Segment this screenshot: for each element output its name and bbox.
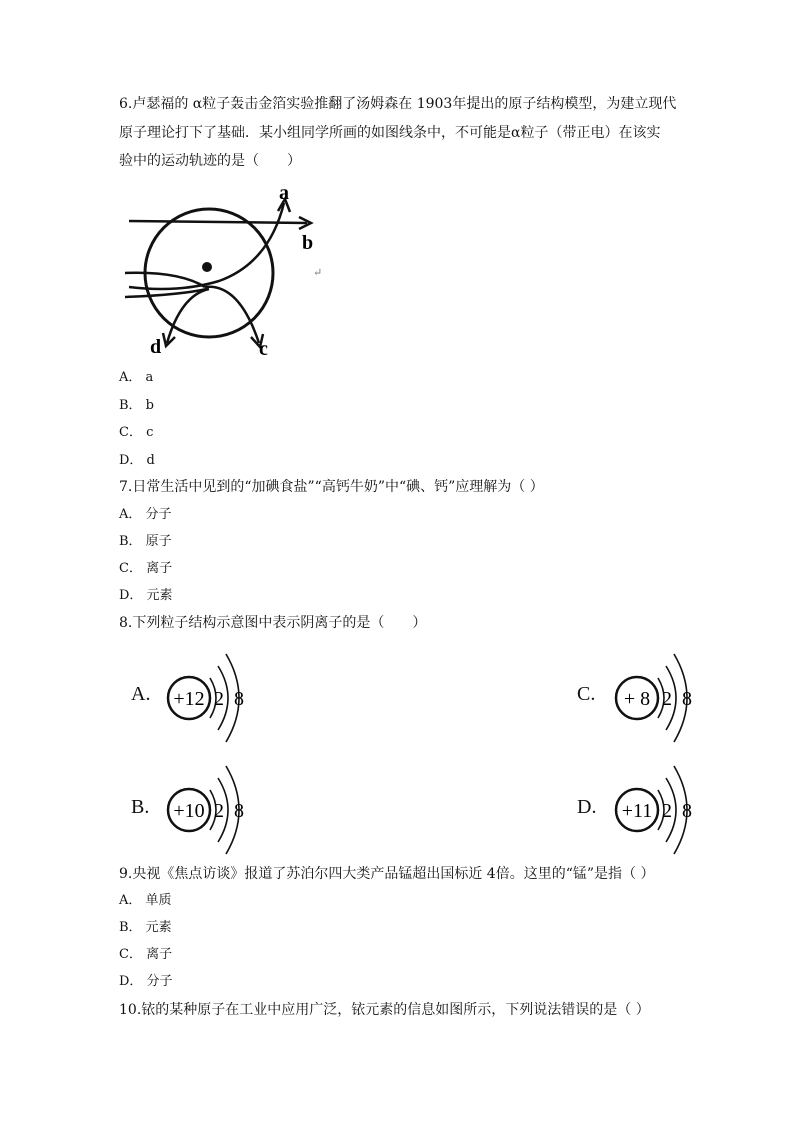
label-b: b xyxy=(302,232,314,254)
q7-option-a[interactable]: A． 分子 xyxy=(119,507,172,522)
q7-option-b[interactable]: B． 原子 xyxy=(119,534,172,549)
svg-text:2: 2 xyxy=(662,800,672,822)
q6-stem-line1: 6.卢瑟福的 α粒子轰击金箔实验推翻了汤姆森在 1903年提出的原子结构模型，为建立现代 xyxy=(119,96,677,112)
q9-option-b[interactable]: B． 元素 xyxy=(119,920,172,935)
svg-text:2: 2 xyxy=(662,688,672,710)
q8-stem: 8.下列粒子结构示意图中表示阴离子的是（ ） xyxy=(119,615,427,631)
svg-text:+11: +11 xyxy=(621,800,653,822)
q6-option-b[interactable]: B． b xyxy=(119,398,155,413)
alpha-scattering-figure xyxy=(119,183,329,358)
label-a: a xyxy=(279,183,289,204)
svg-text:8: 8 xyxy=(682,688,692,710)
svg-text:+ 8: + 8 xyxy=(623,688,651,710)
label-d: d xyxy=(150,336,162,358)
trajectory-b xyxy=(129,221,307,223)
q8-option-b-label[interactable]: B. xyxy=(131,796,150,818)
svg-text:2: 2 xyxy=(214,688,224,710)
q8-option-c-label[interactable]: C. xyxy=(577,683,596,705)
q7-stem: 7.日常生活中见到的“加碘食盐”“高钙牛奶”中“碘、钙”应理解为（ ） xyxy=(119,479,544,495)
svg-text:+10: +10 xyxy=(173,800,205,822)
return-mark: ↵ xyxy=(313,266,323,279)
q8-diagram-b[interactable] xyxy=(166,758,266,858)
q8-diagram-d[interactable] xyxy=(614,758,714,858)
q9-stem: 9.央视《焦点访谈》报道了苏泊尔四大类产品锰超出国标近 4倍。这里的“锰”是指（ ） xyxy=(119,866,655,882)
svg-text:2: 2 xyxy=(214,800,224,822)
q9-option-c[interactable]: C． 离子 xyxy=(119,947,173,962)
svg-text:8: 8 xyxy=(234,688,244,710)
q8-diagram-c[interactable] xyxy=(614,646,714,746)
q8-option-d-label[interactable]: D. xyxy=(577,796,597,818)
q6-option-d[interactable]: D． d xyxy=(119,453,155,468)
svg-text:8: 8 xyxy=(682,800,692,822)
svg-text:8: 8 xyxy=(234,800,244,822)
atom-circle xyxy=(145,209,273,337)
q7-option-c[interactable]: C． 离子 xyxy=(119,561,173,576)
q6-stem-line3: 验中的运动轨迹的是（ ） xyxy=(119,153,301,169)
q9-option-d[interactable]: D． 分子 xyxy=(119,974,173,989)
q6-option-c[interactable]: C． c xyxy=(119,425,154,440)
nucleus-dot xyxy=(202,262,212,272)
q8-diagram-a[interactable] xyxy=(166,646,266,746)
trajectory-c xyxy=(205,287,259,343)
label-c: c xyxy=(259,338,268,358)
q10-stem: 10.铱的某种原子在工业中应用广泛，铱元素的信息如图所示，下列说法错误的是（ ） xyxy=(119,1002,650,1018)
q6-option-a[interactable]: A． a xyxy=(119,370,154,385)
svg-text:+12: +12 xyxy=(173,688,205,710)
q9-option-a[interactable]: A． 单质 xyxy=(119,893,172,908)
q8-option-a-label[interactable]: A. xyxy=(131,683,151,705)
q6-stem-line2: 原子理论打下了基础．某小组同学所画的如图线条中，不可能是α粒子（带正电）在该实 xyxy=(119,125,661,141)
q7-option-d[interactable]: D． 元素 xyxy=(119,588,173,603)
